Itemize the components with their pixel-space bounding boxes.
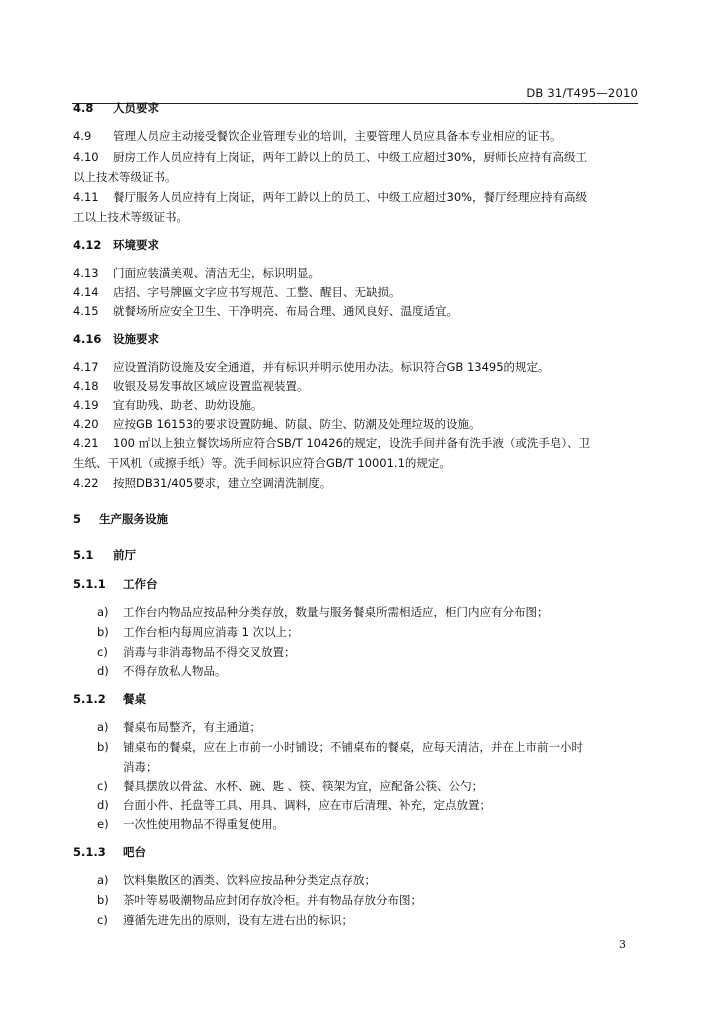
clause-line — [73, 209, 188, 226]
clause-number: 4.20 — [73, 417, 99, 431]
clause-line — [73, 169, 177, 186]
clause-number: d) — [97, 798, 109, 812]
clause-line — [97, 797, 491, 814]
clause-text: 一次性使用物品不得重复使用。 — [123, 817, 284, 831]
clause-line — [97, 719, 261, 736]
section-heading — [73, 511, 168, 528]
clause-number: b) — [97, 625, 109, 639]
clause-text: 吧台 — [123, 845, 146, 859]
clause-number: 4.8 — [73, 101, 94, 115]
clause-text: 以上技术等级证书。 — [73, 170, 177, 184]
clause-number: 4.16 — [73, 332, 102, 346]
clause-number: c) — [97, 913, 108, 927]
clause-text: 铺桌布的餐桌，应在上市前一小时铺设；不铺桌布的餐桌，应每天清洁，并在上市前一小时 — [123, 740, 583, 754]
clause-line — [97, 912, 353, 929]
clause-line — [97, 663, 227, 680]
clause-number: a) — [97, 873, 109, 887]
clause-text: 管理人员应主动接受餐饮企业管理专业的培训，主要管理人员应具备本专业相应的证书。 — [113, 129, 562, 143]
clause-number: 4.9 — [73, 129, 92, 143]
clause-number: b) — [97, 740, 109, 754]
clause-line — [73, 189, 587, 206]
clause-text: 前厅 — [113, 548, 136, 562]
clause-number: 5 — [73, 512, 82, 526]
clause-line — [73, 265, 320, 282]
clause-text: 工作台 — [123, 577, 158, 591]
clause-line — [97, 892, 422, 909]
clause-text: 工以上技术等级证书。 — [73, 210, 188, 224]
clause-text: 消毒； — [123, 760, 158, 774]
clause-number: 5.1.1 — [73, 577, 106, 591]
clause-text: 工作台柜内每周应消毒 1 次以上； — [123, 625, 299, 639]
clause-text: 餐厅服务人员应持有上岗证，两年工龄以上的员工、中级工应超过30%，餐厅经理应持有高级 — [113, 190, 588, 204]
clause-text: 茶叶等易吸潮物品应封闭存放冷柜。并有物品存放分布图； — [123, 893, 422, 907]
clause-number: 4.12 — [73, 238, 102, 252]
clause-text: 100 ㎡以上独立餐饮场所应符合SB/T 10426的规定，设洗手间并备有洗手液（或洗手皂）、卫 — [113, 436, 591, 450]
clause-number: 4.19 — [73, 398, 99, 412]
clause-number: 4.21 — [73, 436, 99, 450]
clause-number: c) — [97, 779, 108, 793]
clause-text: 就餐场所应安全卫生、干净明亮、布局合理、通风良好、温度适宜。 — [113, 304, 458, 318]
clause-line — [73, 475, 331, 492]
clause-number: 5.1 — [73, 548, 94, 562]
clause-number: a) — [97, 720, 109, 734]
clause-number: e) — [97, 817, 109, 831]
clause-line — [97, 644, 296, 661]
clause-text: 生产服务设施 — [99, 512, 168, 526]
clause-line — [73, 359, 550, 376]
clause-number: 4.13 — [73, 266, 99, 280]
clause-number: 4.15 — [73, 304, 99, 318]
clause-number: 5.1.3 — [73, 845, 106, 859]
clause-line — [123, 759, 158, 776]
clause-number: 4.14 — [73, 285, 99, 299]
clause-line — [73, 303, 458, 320]
clause-line — [73, 284, 401, 301]
clause-text: 餐具摆放以骨盆、水杯、碗、匙 、筷、筷架为宜，应配备公筷、公勺； — [123, 779, 484, 793]
section-heading — [73, 576, 158, 593]
clause-number: 4.17 — [73, 360, 99, 374]
clause-number: 4.22 — [73, 476, 99, 490]
clause-number: 4.11 — [73, 190, 99, 204]
clause-line — [97, 739, 583, 756]
clause-text: 餐桌 — [123, 692, 146, 706]
clause-text: 工作台内物品应按品种分类存放，数量与服务餐桌所需相适应，柜门内应有分布图； — [123, 605, 549, 619]
clause-text: 厨房工作人员应持有上岗证，两年工龄以上的员工、中级工应超过30%，厨师长应持有高级工 — [113, 150, 588, 164]
clause-text: 应按GB 16153的要求设置防蝇、防鼠、防尘、防潮及处理垃圾的设施。 — [113, 417, 481, 431]
section-heading — [73, 844, 146, 861]
clause-number: 4.18 — [73, 379, 99, 393]
clause-number: c) — [97, 645, 108, 659]
clause-number: 4.10 — [73, 150, 99, 164]
clause-line — [73, 378, 309, 395]
clause-text: 门面应装潢美观、清洁无尘，标识明显。 — [113, 266, 320, 280]
clause-text: 按照DB31/405要求，建立空调清洗制度。 — [113, 476, 332, 490]
clause-line — [97, 872, 376, 889]
clause-text: 生纸、干风机（或擦手纸）等。洗手间标识应符合GB/T 10001.1的规定。 — [73, 456, 451, 470]
clause-number: 5.1.2 — [73, 692, 106, 706]
clause-text: 环境要求 — [113, 238, 159, 252]
section-heading — [73, 237, 159, 254]
clause-line — [97, 778, 483, 795]
clause-line — [97, 816, 284, 833]
clause-text: 店招、字号牌匾文字应书写规范、工整、醒目、无缺损。 — [113, 285, 401, 299]
clause-text: 台面小件、托盘等工具、用具、调料，应在市后清理、补充，定点放置； — [123, 798, 491, 812]
document-code: DB 31/T495—2010 — [526, 86, 638, 100]
clause-line — [97, 624, 299, 641]
page-number: 3 — [619, 938, 626, 951]
clause-line — [73, 455, 451, 472]
section-heading — [73, 691, 146, 708]
clause-text: 不得存放私人物品。 — [123, 664, 227, 678]
clause-text: 宜有助残、助老、助幼设施。 — [113, 398, 263, 412]
clause-text: 餐桌布局整齐，有主通道； — [123, 720, 261, 734]
clause-line — [73, 416, 481, 433]
clause-text: 收银及易发事故区域应设置监视装置。 — [113, 379, 309, 393]
section-heading — [73, 547, 136, 564]
clause-number: a) — [97, 605, 109, 619]
clause-line — [73, 149, 587, 166]
section-heading — [73, 331, 159, 348]
clause-line — [73, 435, 590, 452]
clause-line — [97, 604, 549, 621]
clause-line — [73, 397, 263, 414]
section-heading — [73, 100, 159, 117]
clause-number: d) — [97, 664, 109, 678]
clause-text: 消毒与非消毒物品不得交叉放置； — [123, 645, 296, 659]
clause-text: 遵循先进先出的原则，设有左进右出的标识； — [123, 913, 353, 927]
clause-text: 应设置消防设施及安全通道，并有标识并明示使用办法。标识符合GB 13495的规定。 — [113, 360, 550, 374]
clause-text: 人员要求 — [113, 101, 159, 115]
clause-line — [73, 128, 562, 145]
clause-text: 设施要求 — [113, 332, 159, 346]
clause-number: b) — [97, 893, 109, 907]
clause-text: 饮料集散区的酒类、饮料应按品种分类定点存放； — [123, 873, 376, 887]
